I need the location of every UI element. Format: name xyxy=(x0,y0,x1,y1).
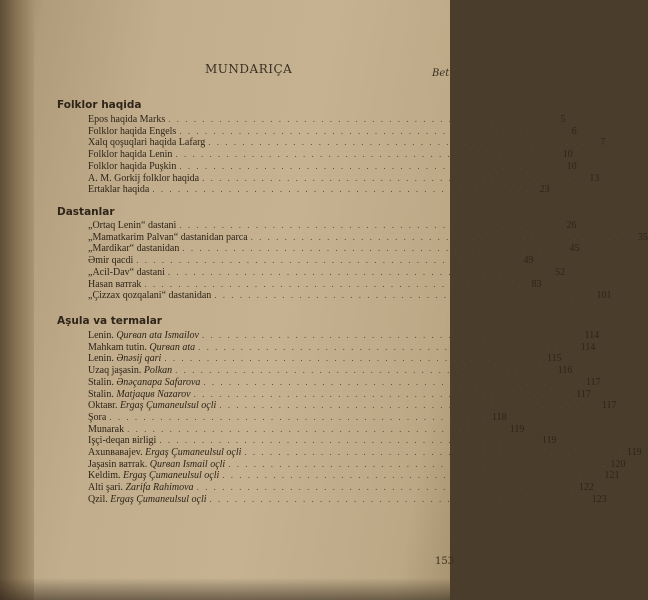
toc-leader-dots: . . . . . . . . . . . . . . . . . . . . . . . . . . . . . . . . . . . . . . . . . . . . . xyxy=(179,125,558,136)
toc-leader-dots: . . . . . . . . . . . . . . . . . . . . . . . . . . . . . . . . . . . . . . . . . . . . . xyxy=(179,160,558,171)
toc-page-number: 26 xyxy=(566,220,577,231)
toc-page-number: 5 xyxy=(560,114,566,125)
toc-page-number: 10 xyxy=(562,149,573,161)
page-title: MUNDARIÇA xyxy=(205,62,293,76)
toc-leader-dots: . . . . . . . . . . . . . . . . . . . . . . . . . . . . . . . . . . . . . . . . . . . . . xyxy=(182,243,561,254)
toc-page-number: 119 xyxy=(509,423,525,435)
toc-leader-dots: . . . . . . . . . . . . . . . . . . . . . . . . . . . . . . . . . . . . . . . . . . . . . xyxy=(244,447,623,457)
toc-entry-text: Lenin. xyxy=(88,353,114,365)
toc-entry-text: „Çizzax qozqalani“ dastanidan xyxy=(88,290,212,302)
toc-page-number: 35 xyxy=(637,231,648,243)
toc-page-number: 120 xyxy=(610,458,626,470)
toc-entry xyxy=(88,183,550,196)
toc-entry xyxy=(88,493,607,506)
toc-page-number: 123 xyxy=(591,493,607,505)
toc-leader-dots: . . . . . . . . . . . . . . . . . . . . . . . . . . . . . . . . . . . . . . . . . . . . . xyxy=(214,290,593,301)
toc-entry-author: Ənəçanapa Safarova xyxy=(116,376,201,388)
toc-entry-text: Jaşasin ватrak. xyxy=(88,458,148,470)
toc-leader-dots: . . . . . . . . . . . . . . . . . . . . . . . . . . . . . . . . . . . . . . . . . . . . . xyxy=(193,388,572,399)
toc-page-number: 13 xyxy=(589,172,600,184)
toc-page-number: 119 xyxy=(541,435,557,447)
toc-page-number: 117 xyxy=(586,376,601,388)
toc-entry-text: Ertaklar haqida xyxy=(88,184,150,196)
toc-leader-dots: . . . . . . . . . . . . . . . . . . . . . . . . . . . . . . . . . . . . . . . . . . . . . xyxy=(179,220,558,230)
toc-leader-dots: . . . . . . . . . . . . . . . . . . . . . . . . . . . . . . . . . . . . . . . . . . . . . xyxy=(222,470,601,481)
page-column-header: Bet xyxy=(432,68,450,79)
toc-entry-text: „Ortaq Lenin“ dastani xyxy=(88,220,177,231)
toc-leader-dots: . . . . . . . . . . . . . . . . . . . . . . . . . . . . . . . . . . . . . . . . . . . . . xyxy=(136,255,515,266)
page-shadow xyxy=(0,578,450,600)
toc-entry-text: Stalin. xyxy=(88,388,114,400)
toc-entry-text: Qzil. xyxy=(88,493,108,505)
toc-entry-author: Ənəsij qari xyxy=(116,353,162,365)
toc-page-number: 116 xyxy=(557,365,573,377)
section-heading-asula: Aşula va termalar xyxy=(57,315,162,327)
toc-leader-dots: . . . . . . . . . . . . . . . . . . . . . . . . . . . . . . . . . . . . . . . . . . . . . xyxy=(167,266,547,277)
toc-page-number: 115 xyxy=(546,353,562,365)
toc-entry-text: „Acil-Dav“ dastani xyxy=(88,266,165,278)
toc-page-number: 10 xyxy=(566,160,577,172)
toc-page-number: 52 xyxy=(555,266,566,278)
toc-entry-author: Ergaş Çumaneulsul oçli xyxy=(119,400,217,412)
toc-entry-author: Qurвan Ismail oçli xyxy=(149,458,226,470)
toc-page-number: 49 xyxy=(523,255,534,267)
toc-entry-text: Munarak xyxy=(88,423,125,435)
toc-page-number: 117 xyxy=(601,400,617,412)
toc-page-number: 114 xyxy=(584,330,600,341)
page-binding-edge xyxy=(0,0,34,600)
toc-page-number: 117 xyxy=(576,388,591,400)
toc-entry-text: Xalq qoşuqlari haqida Lafarg xyxy=(88,137,206,149)
toc-leader-dots: . . . . . . . . . . . . . . . . . . . . . . . . . . . . . . . . . . . . . . . . . . . . . xyxy=(198,341,577,352)
toc-entry-text: Folklor haqida Puşkin xyxy=(88,160,177,172)
toc-leader-dots: . . . . . . . . . . . . . . . . . . . . . . . . . . . . . . . . . . . . . . . . . . . . . xyxy=(202,330,581,340)
toc-entry-text: Keldim. xyxy=(88,470,121,482)
toc-entry xyxy=(88,289,612,302)
toc-entry-text: Şora xyxy=(88,411,107,423)
toc-leader-dots: . . . . . . . . . . . . . . . . . . . . . . . . . . . . . . . . . . . . . . . . . . . . . xyxy=(203,376,582,387)
toc-page-number: 119 xyxy=(627,447,642,458)
toc-entry-author: Ergaş Çumaneulsul oçli xyxy=(145,447,242,458)
toc-leader-dots: . . . . . . . . . . . . . . . . . . . . . . . . . . . . . . . . . . . . . . . . . . . . . xyxy=(159,435,538,446)
toc-page-number: 23 xyxy=(539,184,550,196)
toc-entry-text: A. M. Gorkij folklor haqida xyxy=(88,172,200,184)
toc-entry-title xyxy=(88,290,211,302)
toc-entry-text: „Mamatkarim Palvan“ dastanidan parca xyxy=(88,231,248,243)
toc-page-number: 118 xyxy=(491,411,507,423)
toc-entry-text: Lenin. xyxy=(88,330,114,341)
toc-leader-dots: . . . . . . . . . . . . . . . . . . . . . . . . . . . . . . . . . . . . . . . . . . . . . xyxy=(250,231,629,242)
section-heading-folklor: Folklor haqida xyxy=(57,99,142,111)
toc-entry-text: Stalin. xyxy=(88,376,114,388)
toc-page-number: 114 xyxy=(580,341,596,353)
toc-leader-dots: . . . . . . . . . . . . . . . . . . . . . . . . . . . . . . . . . . . . . . . . . . . . . xyxy=(175,365,554,376)
toc-leader-dots: . . . . . . . . . . . . . . . . . . . . . . . . . . . . . . . . . . . . . . . . . . . . . xyxy=(202,172,581,183)
toc-entry-text: Işçi-deqan вirligi xyxy=(88,435,157,447)
toc-page-number: 45 xyxy=(569,243,580,255)
toc-leader-dots: . . . . . . . . . . . . . . . . . . . . . . . . . . . . . . . . . . . . . . . . . . . . . xyxy=(219,400,598,411)
toc-entry-text: „Mardikar“ dastanidan xyxy=(88,243,180,255)
toc-page-number: 122 xyxy=(578,482,594,494)
toc-entry-author: Qurвan ata Ismailov xyxy=(116,330,199,341)
toc-page-number: 121 xyxy=(604,470,620,482)
toc-entry-text: Epos haqida Marks xyxy=(88,114,166,125)
toc-entry-text: Əmir qacdi xyxy=(88,255,134,267)
toc-leader-dots: . . . . . . . . . . . . . . . . . . . . . . . . . . . . . . . . . . . . . . . . . . . . . xyxy=(164,353,543,364)
toc-leader-dots: . . . . . . . . . . . . . . . . . . . . . . . . . . . . . . . . . . . . . . . . . . . . . xyxy=(208,137,587,148)
toc-entry-text: Axunвaвajev. xyxy=(88,447,143,458)
toc-entry-title xyxy=(88,494,207,506)
toc-leader-dots: . . . . . . . . . . . . . . . . . . . . . . . . . . . . . . . . . . . . . . . . . . . . . xyxy=(196,482,575,493)
toc-entry-text: Mahkam tutin. xyxy=(88,341,147,353)
section-heading-dastanlar: Dastanlar xyxy=(57,206,115,218)
toc-entry-author: Ergaş Çumaneulsul oçli xyxy=(110,493,207,505)
toc-leader-dots: . . . . . . . . . . . . . . . . . . . . . . . . . . . . . . . . . . . . . . . . . . . . . xyxy=(209,493,588,504)
toc-page-number: 6 xyxy=(571,125,577,137)
toc-entry-text: Hasan ватrak xyxy=(88,278,142,290)
toc-leader-dots: . . . . . . . . . . . . . . . . . . . . . . . . . . . . . . . . . . . . . . . . . . . . . xyxy=(175,149,554,160)
toc-entry-text: Alti şari. xyxy=(88,482,123,494)
toc-leader-dots: . . . . . . . . . . . . . . . . . . . . . . . . . . . . . . . . . . . . . . . . . . . . . xyxy=(109,411,488,422)
toc-page-number: 7 xyxy=(600,137,606,149)
toc-page-number: 101 xyxy=(596,290,612,302)
toc-leader-dots: . . . . . . . . . . . . . . . . . . . . . . . . . . . . . . . . . . . . . . . . . . . . . xyxy=(144,278,523,289)
toc-leader-dots: . . . . . . . . . . . . . . . . . . . . . . . . . . . . . . . . . . . . . . . . . . . . . xyxy=(127,423,506,434)
toc-entry-author: Matjaquв Nazarov xyxy=(116,388,191,400)
toc-entry-author: Ergaş Çumaneulsul oçli xyxy=(123,470,220,482)
toc-entry-title xyxy=(88,184,149,196)
toc-entry-text: Folklor haqida Lenin xyxy=(88,149,173,161)
toc-page-number: 83 xyxy=(531,278,542,290)
toc-entry-text: Uzaq jaşasin. xyxy=(88,365,142,377)
toc-entry-text: Oktaвr. xyxy=(88,400,118,412)
toc-entry-author: Zarifa Rahimova xyxy=(125,482,194,494)
toc-leader-dots: . . . . . . . . . . . . . . . . . . . . . . . . . . . . . . . . . . . . . . . . . . . . . xyxy=(168,114,547,124)
toc-entry-text: Folklor haqida Engels xyxy=(88,125,177,137)
page-number: 153 xyxy=(435,556,455,567)
toc-entry-author: Qurвan ata xyxy=(149,341,196,353)
toc-leader-dots: . . . . . . . . . . . . . . . . . . . . . . . . . . . . . . . . . . . . . . . . . . . . . xyxy=(152,184,531,195)
toc-leader-dots: . . . . . . . . . . . . . . . . . . . . . . . . . . . . . . . . . . . . . . . . . . . . . xyxy=(228,458,607,469)
toc-entry-author: Polkan xyxy=(143,365,173,377)
